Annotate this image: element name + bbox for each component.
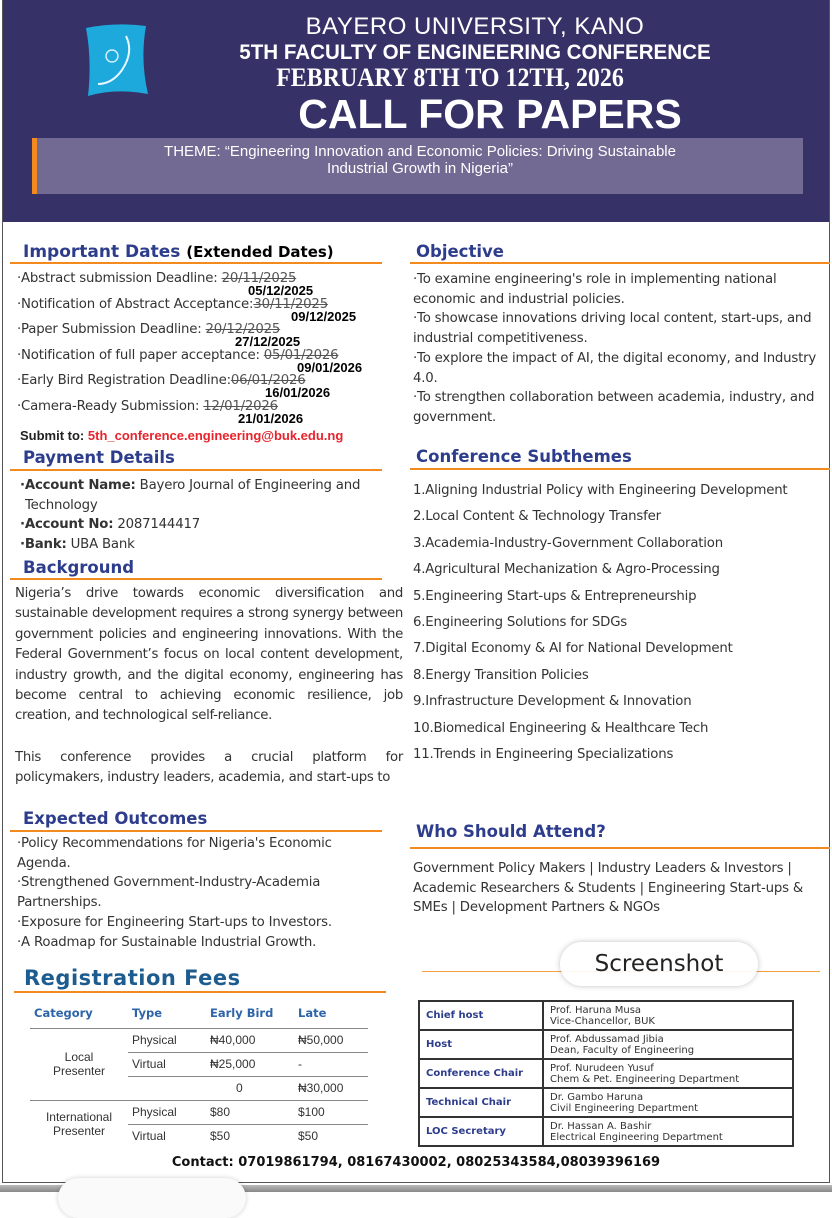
committee-member (543, 1030, 793, 1059)
submit-label: Submit to: (20, 428, 88, 443)
committee-role: Chief host (419, 1001, 543, 1030)
committee-row (419, 1059, 793, 1088)
subtheme-item: 8.Energy Transition Policies (413, 667, 589, 683)
background-heading: Background (23, 558, 135, 577)
call-for-papers-title: CALL FOR PAPERS (298, 91, 682, 137)
date-label: ·Early Bird Registration Deadline: (17, 373, 231, 389)
cell: Virtual (132, 1057, 166, 1071)
date-label: ·Notification of Abstract Acceptance: (17, 296, 254, 312)
attend-heading: Who Should Attend? (416, 822, 606, 841)
divider (14, 991, 386, 993)
old-date: 20/11/2025 (221, 271, 297, 286)
divider (10, 469, 382, 471)
cell: $50 (210, 1129, 231, 1144)
divider (10, 578, 382, 580)
new-date: 09/12/2025 (291, 308, 357, 324)
cell: $100 (298, 1105, 325, 1119)
new-date: 16/01/2026 (265, 385, 331, 401)
payment-heading: Payment Details (23, 448, 175, 467)
cell: 0 (236, 1081, 243, 1095)
committee-row (419, 1030, 793, 1059)
submit-to-line (20, 428, 343, 443)
cell: Physical (132, 1033, 177, 1047)
outcome-item: ·A Roadmap for Sustainable Industrial Growth. (17, 934, 317, 950)
extended-dates-label: (Extended Dates) (186, 243, 334, 261)
subtheme-item: 7.Digital Economy & AI for National Development (413, 641, 733, 657)
committee-role: Technical Chair (419, 1088, 543, 1117)
university-name: BAYERO UNIVERSITY, KANO (305, 13, 645, 40)
objective-item: ·To strengthen collaboration between academia, industry, and government. (413, 390, 815, 425)
bottom-overlay-bubble[interactable] (58, 1178, 246, 1218)
theme-line-1: THEME: “Engineering Innovation and Economic Policies: Driving Sustainable (164, 143, 676, 160)
fees-header-row (30, 998, 368, 1028)
heading-text: Important Dates (23, 242, 181, 262)
account-name-label: ·Account Name: (20, 478, 136, 493)
theme-line-2: Industrial Growth in Nigeria” (327, 160, 513, 177)
col-early-bird: Early Bird (210, 1005, 274, 1020)
fees-heading: Registration Fees (24, 966, 241, 990)
date-label: ·Abstract submission Deadline: (17, 271, 222, 286)
new-date: 21/01/2026 (238, 411, 304, 426)
table-row (30, 1028, 368, 1052)
outcomes-heading: Expected Outcomes (23, 809, 208, 828)
subtheme-item: 9.Infrastructure Development & Innovation (413, 694, 692, 710)
objective-item: ·To explore the impact of AI, the digital economy, and Industry 4.0. (413, 350, 817, 386)
account-no-label: ·Account No: (20, 517, 114, 533)
subtheme-item: 5.Engineering Start-ups & Entrepreneurship (413, 588, 697, 604)
committee-role: LOC Secretary (419, 1117, 543, 1146)
payment-details (20, 476, 360, 554)
important-dates-heading (23, 242, 334, 262)
category-international: International Presenter (45, 1110, 113, 1139)
screenshot-tooltip[interactable]: Screenshot (560, 942, 758, 986)
account-no: 2087144417 (113, 517, 200, 533)
old-date: 30/11/2025 (253, 296, 328, 312)
background-text-2: This conference provides a crucial platform for policymakers, industry leaders, academia, and start-ups to (15, 750, 403, 786)
account-name: Bayero Journal of Engineering and (135, 478, 361, 493)
outcome-item: ·Strengthened Government-Industry-Academia Partnerships. (17, 875, 321, 911)
divider (410, 847, 830, 849)
date-item (17, 298, 328, 311)
subthemes-list (413, 478, 828, 768)
outcome-item: ·Policy Recommendations for Nigeria's Economic Agenda. (17, 836, 332, 871)
cell (128, 1076, 206, 1100)
divider (10, 830, 382, 832)
cell: ₦50,000 (298, 1033, 344, 1047)
divider (10, 262, 382, 264)
old-date: 12/01/2026 (203, 399, 278, 414)
cell: Physical (132, 1105, 177, 1119)
committee-row (419, 1001, 793, 1030)
member-name: Dr. Gambo Haruna (550, 1091, 644, 1103)
cell: $50 (298, 1129, 319, 1144)
divider (410, 262, 830, 264)
objective-item: ·To showcase innovations driving local content, start-ups, and industrial competitiveness. (413, 311, 812, 347)
subtheme-item: 6.Engineering Solutions for SDGs (413, 615, 628, 631)
cell: ₦40,000 (210, 1033, 256, 1047)
conference-dates: FEBRUARY 8TH TO 12TH, 2026 (276, 63, 624, 92)
cell: ₦30,000 (298, 1081, 344, 1095)
committee-role: Host (419, 1030, 543, 1059)
objective-heading: Objective (416, 242, 504, 261)
new-date: 27/12/2025 (235, 334, 301, 350)
objective-item: ·To examine engineering's role in implementing national economic and industrial policies. (413, 272, 777, 307)
committee-row (419, 1088, 793, 1117)
conference-name: 5TH FACULTY OF ENGINEERING CONFERENCE (239, 41, 711, 64)
member-position: Vice-Chancellor, BUK (550, 1015, 655, 1027)
cell: ₦25,000 (210, 1057, 256, 1071)
subtheme-item: 4.Agricultural Mechanization & Agro-Processing (413, 562, 720, 578)
fees-table (30, 998, 368, 1148)
date-item (17, 349, 338, 362)
old-date: 20/12/2025 (205, 322, 281, 338)
contact-line: Contact: 07019861794, 08167430002, 08025343584,08039396169 (171, 1155, 661, 1170)
subtheme-item: 1.Aligning Industrial Policy with Engineering Development (413, 483, 788, 498)
date-item (17, 374, 306, 387)
subtheme-item: 2.Local Content & Technology Transfer (413, 509, 661, 525)
theme-box (32, 138, 803, 194)
objective-list (413, 270, 831, 428)
committee-member (543, 1001, 793, 1030)
new-date: 09/01/2026 (297, 359, 363, 375)
member-position: Chem & Pet. Engineering Department (550, 1073, 740, 1085)
outcome-item: ·Exposure for Engineering Start-ups to Investors. (17, 914, 332, 930)
divider (410, 468, 830, 470)
col-late: Late (298, 1005, 327, 1020)
table-row (30, 1100, 368, 1124)
member-position: Dean, Faculty of Engineering (550, 1044, 695, 1056)
date-label: ·Paper Submission Deadline: (17, 322, 206, 338)
committee-member (543, 1059, 793, 1088)
member-name: Dr. Hassan A. Bashir (550, 1120, 652, 1132)
subthemes-heading: Conference Subthemes (416, 447, 632, 466)
old-date: 06/01/2026 (230, 373, 306, 389)
new-date: 05/12/2025 (248, 283, 314, 298)
date-label: ·Camera-Ready Submission: (17, 399, 204, 414)
bank-name: UBA Bank (66, 536, 135, 552)
attend-text: Government Policy Makers | Industry Leaders & Investors | Academic Researchers & Students | Engineering Start-ups & SMEs | Development Partners & NGOs (413, 861, 803, 916)
subtheme-item: 10.Biomedical Engineering & Healthcare Tech (413, 720, 709, 736)
subtheme-item: 11.Trends in Engineering Specializations (413, 747, 674, 763)
committee-member (543, 1088, 793, 1117)
member-position: Civil Engineering Department (550, 1102, 699, 1114)
cell: - (298, 1057, 302, 1071)
member-name: Prof. Abdussamad Jibia (550, 1033, 664, 1045)
cell: $80 (210, 1105, 231, 1119)
committee-role: Conference Chair (419, 1059, 543, 1088)
subtheme-item: 3.Academia-Industry-Government Collaboration (413, 535, 723, 551)
submit-email-link[interactable]: 5th_conference.engineering@buk.edu.ng (87, 428, 344, 443)
member-name: Prof. Haruna Musa (550, 1004, 642, 1016)
old-date: 05/01/2026 (263, 347, 339, 363)
committee-member (543, 1117, 793, 1146)
bank-label: ·Bank: (20, 536, 67, 552)
outcomes-list (17, 834, 387, 952)
committee-table (418, 1000, 794, 1147)
category-local: Local Presenter (52, 1050, 106, 1078)
cell: Virtual (132, 1129, 166, 1144)
background-text: Nigeria’s drive towards economic diversification and sustainable development requires a strong synergy between government policies and engineering innovations. With the Federal Government’s focus on local content development, industry growth, and the digital economy, engineering has become central to achieving economic resilience, job creation, and technological self-reliance. (15, 586, 403, 724)
committee-row (419, 1117, 793, 1146)
account-name-cont: Technology (25, 497, 98, 513)
col-category: Category (34, 1005, 93, 1020)
member-position: Electrical Engineering Department (550, 1131, 723, 1143)
col-type: Type (132, 1005, 163, 1020)
date-label: ·Notification of full paper acceptance: (17, 347, 264, 363)
member-name: Prof. Nurudeen Yusuf (550, 1062, 654, 1074)
